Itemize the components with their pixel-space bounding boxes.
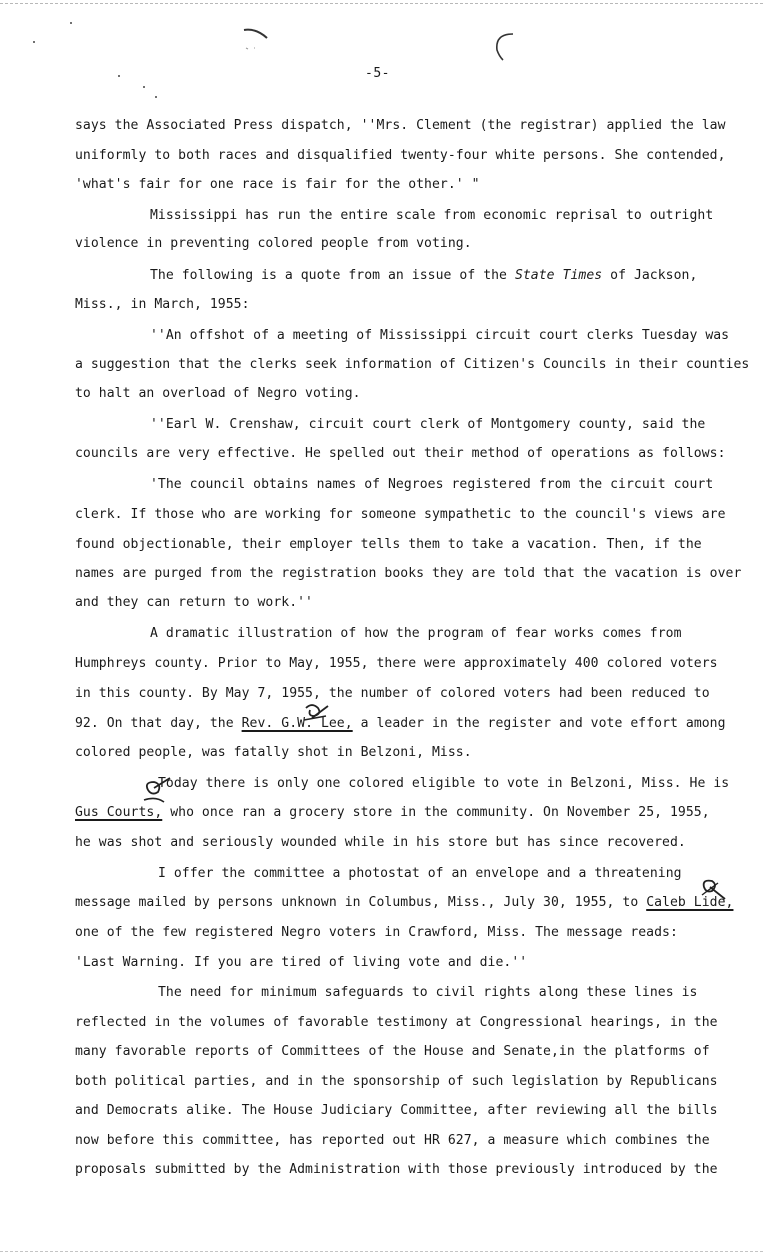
text-line: says the Associated Press dispatch, ''Mrs. Clement (the registrar) applied the law bbox=[75, 118, 726, 133]
text-line: many favorable reports of Committees of the House and Senate,in the platforms of bbox=[75, 1044, 710, 1059]
text-line: found objectionable, their employer tells them to take a vacation. Then, if the bbox=[75, 537, 702, 552]
handwritten-check-mark-lee bbox=[300, 700, 332, 728]
text-span: a leader in the register and vote effort among bbox=[360, 716, 726, 731]
underlined-name-lee: Rev. G.W. Lee, bbox=[241, 716, 353, 731]
handwritten-check-mark-lide bbox=[698, 877, 728, 905]
text-line: proposals submitted by the Administration with those previously introduced by the bbox=[75, 1162, 718, 1177]
text-line: A dramatic illustration of how the program of fear works comes from bbox=[150, 626, 682, 641]
text-line: colored people, was fatally shot in Belzoni, Miss. bbox=[75, 745, 472, 760]
text-line: Mississippi has run the entire scale from economic reprisal to outright bbox=[150, 208, 714, 223]
text-line: one of the few registered Negro voters in Crawford, Miss. The message reads: bbox=[75, 925, 678, 940]
underlined-name-courts: Gus Courts, bbox=[75, 805, 163, 820]
text-line: I offer the committee a photostat of an envelope and a threatening bbox=[158, 866, 682, 881]
scan-speck bbox=[118, 75, 120, 77]
newspaper-title: State Times bbox=[514, 268, 603, 283]
text-line: to halt an overload of Negro voting. bbox=[75, 386, 361, 401]
scan-speck bbox=[155, 96, 157, 98]
handwritten-check-mark-courts bbox=[140, 776, 174, 806]
scan-mark-top-right bbox=[489, 28, 519, 62]
text-line: councils are very effective. He spelled out their method of operations as follows: bbox=[75, 446, 726, 461]
scan-mark-top-left bbox=[240, 24, 270, 54]
text-line: a suggestion that the clerks seek information of Citizen's Councils in their counties bbox=[75, 357, 750, 372]
text-line: clerk. If those who are working for someone sympathetic to the council's views are bbox=[75, 507, 726, 522]
text-line: 'The council obtains names of Negroes registered from the circuit court bbox=[150, 477, 714, 492]
text-line: Miss., in March, 1955: bbox=[75, 297, 250, 312]
underlined-name-lide: Caleb Lide, bbox=[646, 895, 734, 910]
scan-speck bbox=[33, 41, 35, 43]
text-line bbox=[75, 805, 725, 821]
text-span: of Jackson, bbox=[610, 268, 698, 283]
text-line: Today there is only one colored eligible to vote in Belzoni, Miss. He is bbox=[158, 776, 730, 791]
page-number: -5- bbox=[365, 66, 390, 81]
text-line: violence in preventing colored people from voting. bbox=[75, 236, 472, 251]
scan-bottom-edge bbox=[0, 1251, 763, 1252]
text-line: and Democrats alike. The House Judiciary Committee, after reviewing all the bills bbox=[75, 1103, 718, 1118]
text-line: now before this committee, has reported out HR 627, a measure which combines the bbox=[75, 1133, 710, 1148]
scan-speck bbox=[70, 22, 72, 24]
text-line: ''Earl W. Crenshaw, circuit court clerk of Montgomery county, said the bbox=[150, 417, 706, 432]
scan-top-edge bbox=[0, 3, 763, 4]
text-line bbox=[75, 716, 725, 732]
text-line: uniformly to both races and disqualified twenty-four white persons. She contended, bbox=[75, 148, 726, 163]
text-span: who once ran a grocery store in the community. On November 25, 1955, bbox=[170, 805, 710, 820]
text-line: both political parties, and in the sponsorship of such legislation by Republicans bbox=[75, 1074, 718, 1089]
text-span: message mailed by persons unknown in Columbus, Miss., July 30, 1955, to bbox=[75, 895, 639, 910]
text-line: Humphreys county. Prior to May, 1955, there were approximately 400 colored voters bbox=[75, 656, 718, 671]
text-line: he was shot and seriously wounded while in his store but has since recovered. bbox=[75, 835, 686, 850]
text-span: The following is a quote from an issue of the bbox=[150, 268, 507, 283]
text-line bbox=[75, 895, 734, 911]
text-line: and they can return to work.'' bbox=[75, 595, 313, 610]
text-span: 92. On that day, the bbox=[75, 716, 234, 731]
text-line: reflected in the volumes of favorable testimony at Congressional hearings, in the bbox=[75, 1015, 718, 1030]
text-line: in this county. By May 7, 1955, the number of colored voters had been reduced to bbox=[75, 686, 710, 701]
text-line: The need for minimum safeguards to civil rights along these lines is bbox=[158, 985, 698, 1000]
text-line: 'what's fair for one race is fair for the other.' " bbox=[75, 177, 480, 192]
text-line: names are purged from the registration books they are told that the vacation is over bbox=[75, 566, 742, 581]
text-line bbox=[150, 268, 763, 284]
text-line: ''An offshot of a meeting of Mississippi circuit court clerks Tuesday was bbox=[150, 328, 730, 343]
scan-speck bbox=[143, 86, 145, 88]
text-line: 'Last Warning. If you are tired of living vote and die.'' bbox=[75, 955, 528, 970]
